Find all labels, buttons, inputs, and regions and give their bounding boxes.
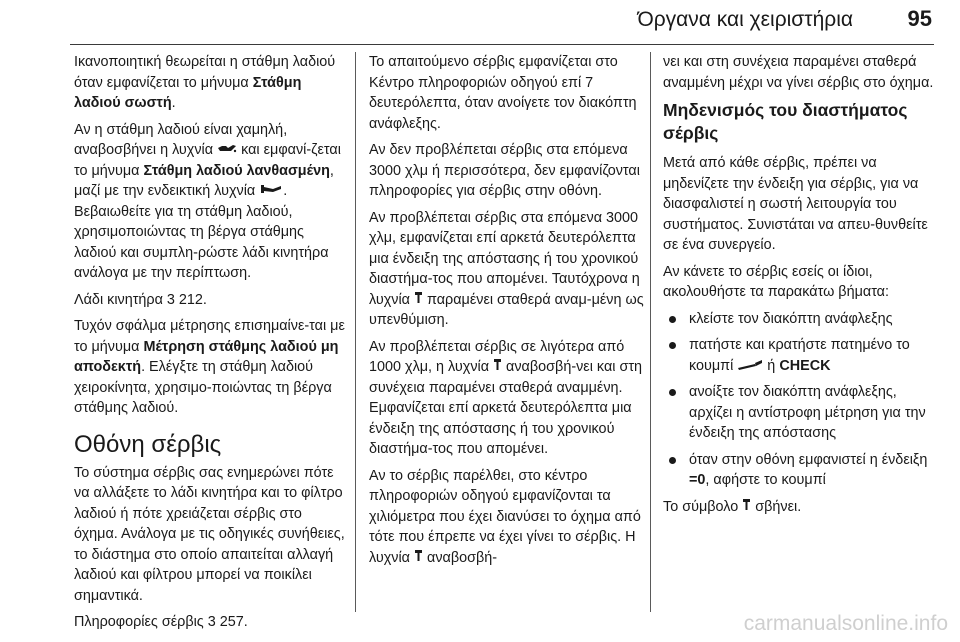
paragraph: Αν δεν προβλέπεται σέρβις στα επόμενα 3000 χλμ ή περισσότερα, δεν εμφανίζονται πληροφορίες για σέρβις στην οθόνη. bbox=[369, 142, 640, 199]
paragraph: Αν το σέρβις παρέλθει, στο κέντρο πληροφοριών οδηγού εμφανίζονται τα χιλιόμετρα που έχει διανύσει το όχημα από τότε που έπρεπε να έχει γίνει το σέρβις. Η λυχνία αναβοσβή- bbox=[369, 466, 647, 569]
paragraph: Αν κάνετε το σέρβις εσείς οι ίδιοι, ακολουθήστε τα παρακάτω βήματα: bbox=[663, 263, 889, 300]
list-item: κλείστε τον διακόπτη ανάφλεξης bbox=[663, 309, 937, 330]
wrench-icon bbox=[742, 497, 751, 518]
watermark: carmanualsonline.info bbox=[743, 612, 948, 635]
display-value: =0 bbox=[689, 472, 706, 489]
list-item: πατήστε και κρατήστε πατημένο το κουμπί ή CHECK bbox=[663, 335, 937, 376]
paragraph: Το απαιτούμενο σέρβις εμφανίζεται στο Κέντρο πληροφοριών οδηγού επί 7 δευτερόλεπτα, όταν ανοίγετε τον διακόπτη ανάφλεξης. bbox=[369, 54, 637, 132]
paragraph: Λάδι κινητήρα 3 212. bbox=[74, 291, 207, 308]
page-reference-link[interactable]: 3 257. bbox=[207, 614, 248, 631]
wrench-icon bbox=[493, 357, 502, 378]
paragraph: νει και στη συνέχεια παραμένει σταθερά αναμμένη μέχρι να γίνει σέρβις στο όχημα. bbox=[663, 54, 934, 91]
column-2 bbox=[369, 52, 647, 574]
paragraph: Αν η στάθμη λαδιού είναι χαμηλή, αναβοσβήνει η λυχνία και εμφανί-ζεται το μήνυμα Στάθμη λαδιού λανθασμένη, μαζί με την ενδεικτική λυχνία . Βεβαιωθείτε για τη στάθμη λαδιού, χρησιμοποιώντας τη βέργα στάθμης λαδιού και συμπλη-ρώστε λάδι κινητήρα ανάλογα με την περίπτωση. bbox=[74, 121, 341, 282]
paragraph: Αν προβλέπεται σέρβις στα επόμενα 3000 χλμ, εμφανίζεται επί αρκετά δευτερόλεπτα μια ένδειξη της απόστασης ή του χρονικού διαστήμα-τος που απομένει. Ταυτόχρονα η λυχνία παραμένει σταθερά αναμ-μένη ως υπενθύμιση. bbox=[369, 209, 644, 329]
paragraph: Το σύστημα σέρβις σας ενημερώνει πότε να αλλάξετε το λάδι κινητήρα και το φίλτρο λαδιού ή πότε χρειάζεται σέρβις στο όχημα. Ανάλογα με τις οδηγικές συνήθειες, το διάστημα στο οποίο απαιτείται αλλαγή λαδιού και φίλτρου μπορεί να ποικίλει σημαντικά. bbox=[74, 464, 345, 604]
message-text: Μέτρηση στάθμης λαδιού μη αποδεκτή bbox=[74, 338, 339, 376]
wrench-icon bbox=[414, 290, 423, 311]
engine-oil-lamp-icon bbox=[217, 140, 237, 161]
paragraph: Ικανοποιητική θεωρείται η στάθμη λαδιού όταν εμφανίζεται το μήνυμα Στάθμη λαδιού σωστή. bbox=[74, 54, 336, 111]
list-item: όταν στην οθόνη εμφανιστεί η ένδειξη =0, αφήστε το κουμπί bbox=[663, 450, 937, 491]
oil-can-icon bbox=[259, 181, 283, 202]
wrench-icon bbox=[414, 548, 423, 569]
column-divider-1 bbox=[355, 52, 356, 612]
paragraph: Τυχόν σφάλμα μέτρησης επισημαίνε-ται με το μήνυμα Μέτρηση στάθμης λαδιού μη αποδεκτή. Ελέγξτε τη στάθμη λαδιού χειροκίνητα, χρησιμο-ποιώντας τη βέργα στάθμης λαδιού. bbox=[74, 318, 345, 417]
page-number: 95 bbox=[907, 6, 932, 31]
paragraph: Το σύμβολο σβήνει. bbox=[663, 497, 937, 518]
paragraph: Αν προβλέπεται σέρβις σε λιγότερα από 1000 χλμ, η λυχνία αναβοσβή-νει και στη συνέχεια παραμένει σταθερά αναμμένη. Εμφανίζεται επί αρκετά δευτερόλεπτα μια ένδειξη της απόστασης ή του χρονικού διαστήμα-τος που απομένει. bbox=[369, 338, 643, 458]
page-reference-link[interactable]: 3 212. bbox=[166, 291, 207, 308]
column-1 bbox=[74, 52, 348, 639]
column-divider-2 bbox=[650, 52, 651, 612]
reset-stalk-icon bbox=[737, 356, 763, 377]
message-text: Στάθμη λαδιού σωστή bbox=[74, 74, 302, 111]
list-item: ανοίξτε τον διακόπτη ανάφλεξης, αρχίζει η αντίστροφη μέτρηση για την ένδειξη της απόστασης bbox=[663, 382, 937, 444]
section-heading: Οθόνη σέρβις bbox=[74, 430, 222, 458]
header-title: Όργανα και χειριστήρια bbox=[637, 8, 853, 31]
message-text: Στάθμη λαδιού λανθασμένη bbox=[143, 162, 330, 179]
column-3 bbox=[663, 52, 937, 523]
section-heading: Μηδενισμός του διαστήματος σέρβις bbox=[663, 100, 908, 143]
steps-list bbox=[663, 309, 937, 491]
paragraph: Μετά από κάθε σέρβις, πρέπει να μηδενίζετε την ένδειξη για σέρβις, για να διασφαλιστεί η σωστή λειτουργία του συστήματος. Συνιστάται να απευ-θυνθείτε σε ένα συνεργείο. bbox=[663, 155, 928, 253]
header-rule bbox=[70, 44, 934, 45]
check-label: CHECK bbox=[779, 357, 831, 374]
paragraph: Πληροφορίες σέρβις 3 257. bbox=[74, 614, 248, 631]
